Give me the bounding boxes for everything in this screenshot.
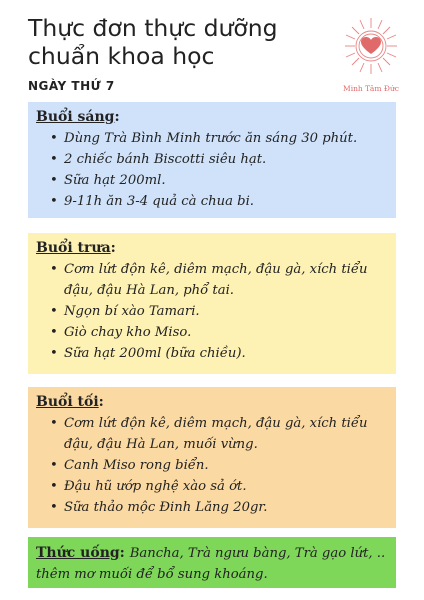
list-item: • Sữa hạt 200ml (bữa chiều). [56,343,388,364]
morning-list [36,128,388,212]
list-item: • Cơm lứt độn kê, diêm mạch, đậu gà, xích tiểu đậu, đậu Hà Lan, muối vừng. [56,413,388,455]
evening-list [36,413,388,518]
heart-sunburst-icon [344,14,398,78]
drink-heading: Thức uống [36,545,120,561]
list-item: • 2 chiếc bánh Biscotti siêu hạt. [56,149,388,170]
brand-logo [336,14,406,98]
evening-section: Buổi tối: • Cơm lứt độn kê, diêm mạch, đậu gà, xích tiểu đậu, đậu Hà Lan, muối vừng. • Canh Miso rong biển. • Đậu hũ ướp nghệ xào sả ớt. • Sữa thảo mộc Đinh Lăng 20gr. [28,387,396,528]
list-item: • Cơm lứt độn kê, diêm mạch, đậu gà, xích tiểu đậu, đậu Hà Lan, phổ tai. [56,259,388,301]
day-label: NGÀY THỨ 7 [28,79,115,93]
morning-heading: Buổi sáng [36,109,115,125]
list-item: • Sữa hạt 200ml. [56,170,388,191]
title-line-1: Thực đơn thực dưỡng [28,14,278,42]
noon-heading: Buổi trưa [36,240,111,256]
list-item: • Dùng Trà Bình Minh trước ăn sáng 30 phút. [56,128,388,149]
morning-section: Buổi sáng: • Dùng Trà Bình Minh trước ăn sáng 30 phút. • 2 chiếc bánh Biscotti siêu hạt. • Sữa hạt 200ml. • 9-11h ăn 3-4 quả cà chua bi. [28,102,396,218]
list-item: • Ngọn bí xào Tamari. [56,301,388,322]
page-title [28,14,328,70]
list-item: • 9-11h ăn 3-4 quả cà chua bi. [56,191,388,212]
title-line-2: chuẩn khoa học [28,42,215,70]
list-item: • Canh Miso rong biển. [56,455,388,476]
list-item: • Đậu hũ ướp nghệ xào sả ớt. [56,476,388,497]
evening-heading: Buổi tối [36,394,99,410]
drink-section: Thức uống: Bancha, Trà ngưu bàng, Trà gạo lứt, .. thêm mơ muối để bổ sung khoáng. [28,537,396,588]
noon-list [36,259,388,364]
drink-text: Bancha, Trà ngưu bàng, Trà gạo lứt, .. thêm mơ muối để bổ sung khoáng. [36,546,386,582]
list-item: • Giò chay kho Miso. [56,322,388,343]
noon-section: Buổi trưa: • Cơm lứt độn kê, diêm mạch, đậu gà, xích tiểu đậu, đậu Hà Lan, phổ tai. • Ngọn bí xào Tamari. • Giò chay kho Miso. • Sữa hạt 200ml (bữa chiều). [28,233,396,374]
list-item: • Sữa thảo mộc Đinh Lăng 20gr. [56,497,388,518]
logo-text: Minh Tâm Đức [343,84,399,93]
